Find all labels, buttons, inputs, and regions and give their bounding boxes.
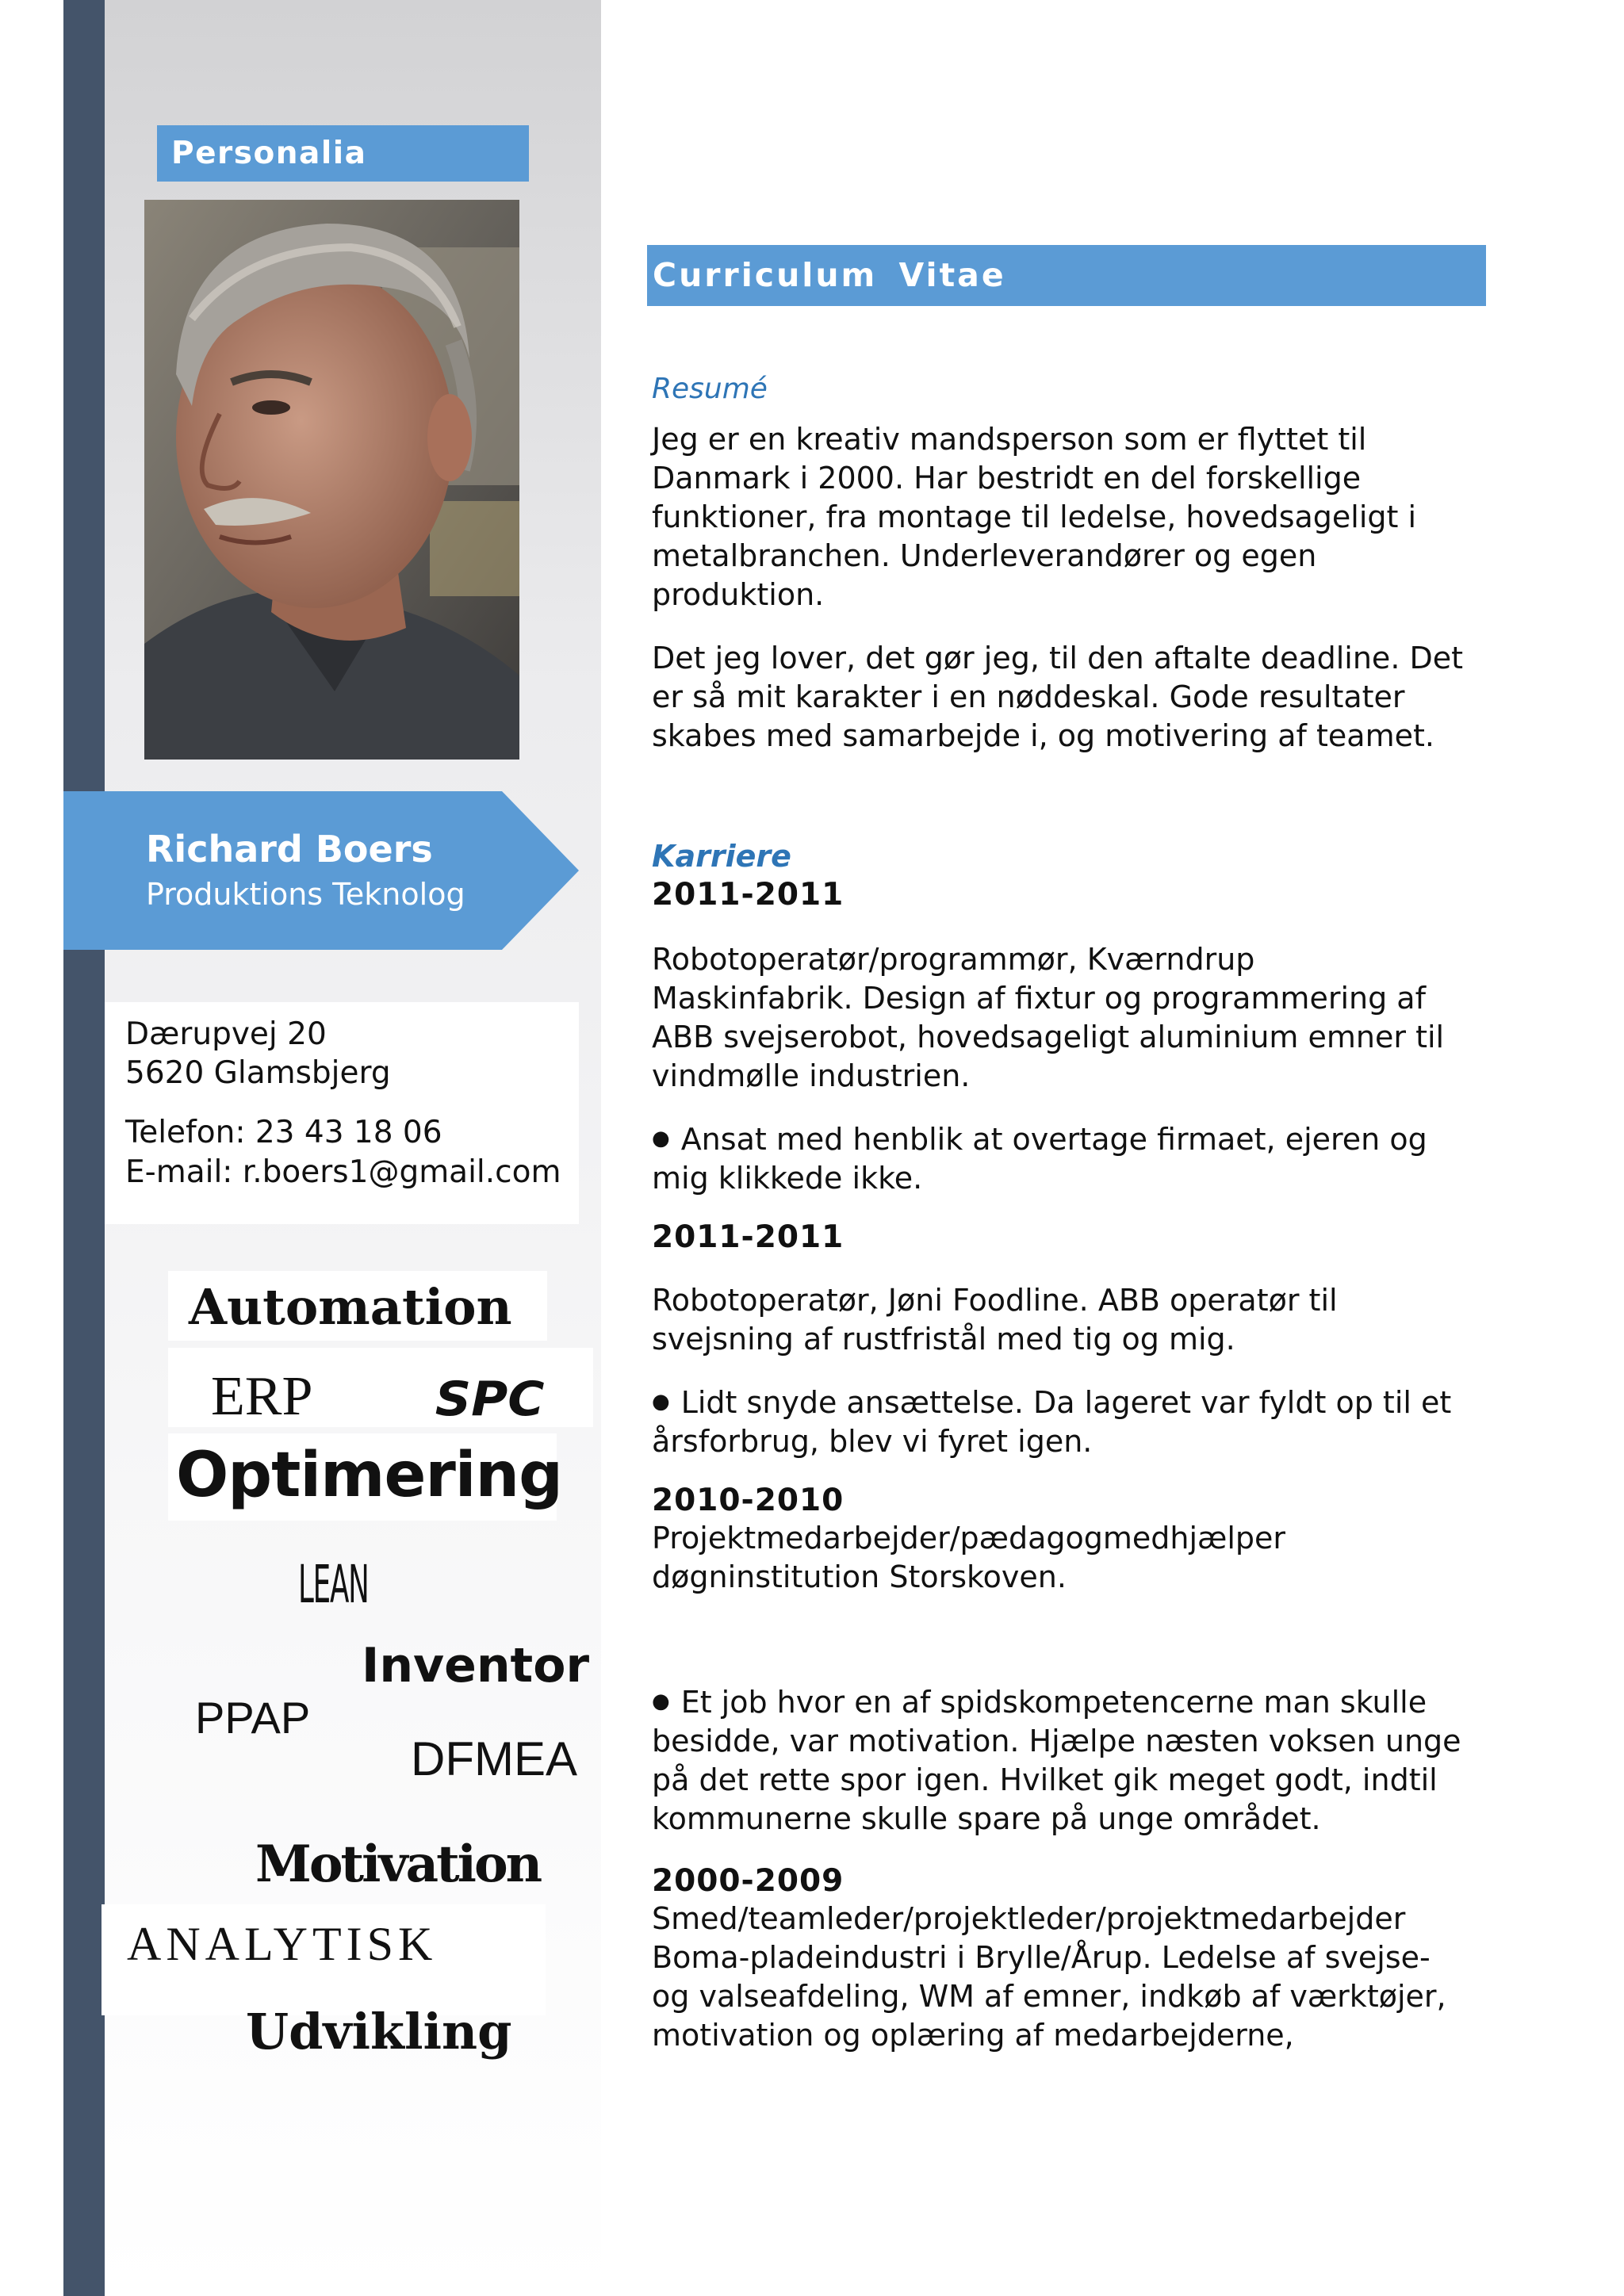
profile-photo-graphic (144, 200, 519, 760)
resume-paragraph-1 (652, 420, 1492, 614)
text-line: Robotoperatør/programmør, Kværndrup (652, 942, 1255, 977)
career-heading: Karriere (652, 839, 791, 874)
bullet-icon: ● (652, 1689, 670, 1713)
keyword-optimering: Optimering (176, 1440, 562, 1511)
text-line: Robotoperatør, Jøni Foodline. ABB operatør til (652, 1283, 1338, 1318)
resume-paragraph-2 (652, 639, 1492, 756)
text-line: vindmølle industrien. (652, 1058, 971, 1093)
bullet-icon: ● (652, 1390, 670, 1414)
keyword-udvikling: Udvikling (246, 2003, 512, 2061)
job-years: 2011-2011 (652, 877, 845, 913)
phone-line: Telefon: 23 43 18 06 (125, 1115, 442, 1150)
text-line: er så mit karakter i en nøddeskal. Gode resultater (652, 679, 1405, 714)
contact-box (105, 1002, 579, 1224)
text-line: Lidt snyde ansættelse. Da lageret var fyldt op til et (680, 1385, 1452, 1420)
profile-photo (144, 200, 519, 760)
text-line: svejsning af rustfristål med tig og mig. (652, 1322, 1235, 1357)
text-line: døgninstitution Storskoven. (652, 1559, 1067, 1594)
keyword-dfmea: DFMEA (411, 1732, 577, 1785)
job-years: 2010-2010 (652, 1483, 845, 1518)
job-bullet (652, 1383, 1492, 1461)
person-job-title: Produktions Teknolog (146, 877, 465, 912)
personalia-heading: Personalia (157, 125, 529, 182)
job-years: 2011-2011 (652, 1219, 845, 1255)
text-line: motivation og oplæring af medarbejderne, (652, 2018, 1294, 2053)
address-line1: Dærupvej 20 (125, 1016, 327, 1052)
text-line: Projektmedarbejder/pædagogmedhjælper (652, 1521, 1286, 1556)
person-name: Richard Boers (146, 828, 433, 871)
cv-title-banner: Curriculum Vitae (647, 245, 1486, 306)
resume-heading: Resumé (652, 373, 768, 405)
text-line: besidde, var motivation. Hjælpe næsten voksen unge (652, 1724, 1461, 1758)
keyword-ppap: PPAP (195, 1693, 311, 1743)
keyword-erp: ERP (211, 1366, 313, 1427)
text-line: mig klikkede ikke. (652, 1161, 923, 1196)
text-line: årsforbrug, blev vi fyret igen. (652, 1424, 1093, 1459)
job-description (652, 1281, 1492, 1359)
job-bullet (652, 1119, 1492, 1198)
job-description (652, 1900, 1492, 2055)
job-years: 2000-2009 (652, 1863, 845, 1899)
keyword-motivation: Motivation (255, 1835, 541, 1894)
job-description (652, 940, 1492, 1096)
job-bullet (652, 1682, 1492, 1839)
text-line: og valseafdeling, WM af emner, indkøb af værktøjer, (652, 1979, 1446, 2014)
text-line: Et job hvor en af spidskompetencerne man skulle (680, 1685, 1427, 1720)
text-line: Jeg er en kreativ mandsperson som er flyttet til (652, 422, 1367, 457)
text-line: på det rette spor igen. Hvilket gik meget godt, indtil (652, 1762, 1438, 1797)
text-line: Smed/teamleder/projektleder/projektmedarbejder (652, 1901, 1406, 1936)
text-line: Maskinfabrik. Design af fixtur og programmering af (652, 981, 1426, 1016)
bullet-icon: ● (652, 1127, 670, 1150)
text-line: kommunerne skulle spare på unge området. (652, 1801, 1321, 1836)
job-description (652, 1519, 1492, 1597)
name-arrow-banner (63, 791, 579, 950)
text-line: Ansat med henblik at overtage firmaet, ejeren og (680, 1122, 1427, 1157)
keyword-automation: Automation (189, 1278, 512, 1336)
text-line: metalbranchen. Underleverandører og egen (652, 538, 1317, 573)
keyword-lean: LEAN (298, 1554, 369, 1615)
keyword-inventor: Inventor (362, 1638, 590, 1693)
address-line2: 5620 Glamsbjerg (125, 1055, 391, 1091)
keyword-spc: SPC (435, 1372, 545, 1427)
text-line: Danmark i 2000. Har bestridt en del forskellige (652, 461, 1362, 496)
email-line: E-mail: r.boers1@gmail.com (125, 1154, 561, 1190)
sidebar-dark-bar (63, 0, 105, 2296)
text-line: funktioner, fra montage til ledelse, hovedsageligt i (652, 499, 1417, 534)
text-line: Boma-pladeindustri i Brylle/Årup. Ledelse af svejse- (652, 1940, 1431, 1975)
text-line: Det jeg lover, det gør jeg, til den aftalte deadline. Det (652, 641, 1464, 675)
text-line: skabes med samarbejde i, og motivering af teamet. (652, 718, 1434, 753)
text-line: produktion. (652, 577, 825, 612)
text-line: ABB svejserobot, hovedsageligt aluminium emner til (652, 1020, 1445, 1054)
keyword-analytisk: ANALYTISK (127, 1918, 438, 1970)
